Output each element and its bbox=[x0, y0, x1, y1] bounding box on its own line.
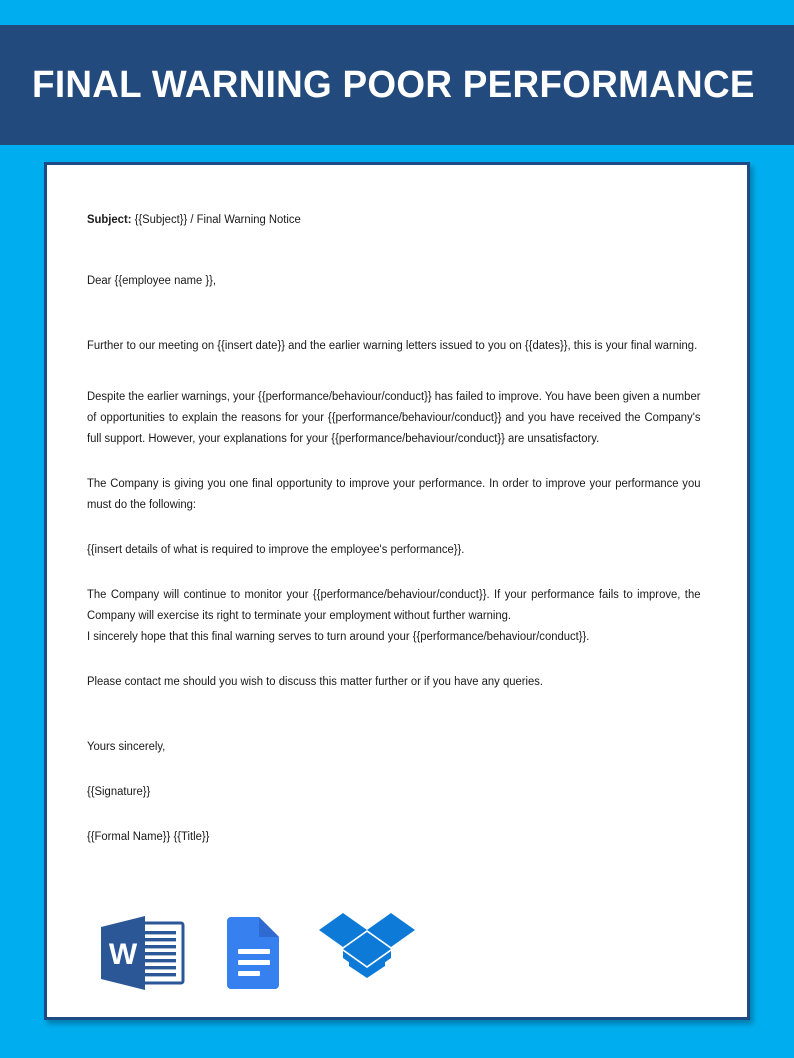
svg-text:W: W bbox=[108, 938, 138, 971]
paragraph-2: Despite the earlier warnings, your {{performance/behaviour/conduct}} has failed to improve. You have been given a number of opportunities to explain the reasons for your {{performance/behaviour/conduct}} and you have received the Company's full support. However, your explanations for your {{performance/behaviour/conduct}} are unsatisfactory. bbox=[87, 391, 701, 445]
dropbox-icon[interactable] bbox=[319, 911, 415, 995]
microsoft-word-icon[interactable] bbox=[95, 914, 189, 992]
header-banner bbox=[0, 25, 794, 145]
paragraph-6: I sincerely hope that this final warning serves to turn around your {{performance/behaviour/conduct}}. bbox=[87, 631, 590, 643]
google-docs-icon[interactable] bbox=[225, 915, 283, 991]
letter-body bbox=[87, 210, 713, 848]
paragraph-1: Further to our meeting on {{insert date}} and the earlier warning letters issued to you on {{dates}}, this is your final warning. bbox=[87, 340, 698, 352]
signature-placeholder: {{Signature}} bbox=[87, 786, 151, 798]
name-title-placeholder: {{Formal Name}} {{Title}} bbox=[87, 831, 210, 843]
salutation: Dear {{employee name }}, bbox=[87, 275, 217, 287]
letter-sheet bbox=[44, 162, 750, 1020]
paragraph-4: {{insert details of what is required to improve the employee's performance}}. bbox=[87, 544, 465, 556]
file-format-icons bbox=[95, 911, 415, 995]
subject-label: Subject: bbox=[87, 214, 132, 226]
paragraph-5: The Company will continue to monitor your {{performance/behaviour/conduct}}. If your performance fails to improve, the Company will exercise its right to terminate your employment without further warning. bbox=[87, 589, 701, 622]
paragraph-7: Please contact me should you wish to discuss this matter further or if you have any queries. bbox=[87, 676, 544, 688]
subject-value: {{Subject}} / Final Warning Notice bbox=[131, 214, 301, 226]
subject-line bbox=[87, 210, 700, 231]
paragraph-3: The Company is giving you one final opportunity to improve your performance. In order to improve your performance you must do the following: bbox=[87, 478, 701, 511]
closing: Yours sincerely, bbox=[87, 741, 166, 753]
page-title: FINAL WARNING POOR PERFORMANCE bbox=[32, 63, 755, 106]
